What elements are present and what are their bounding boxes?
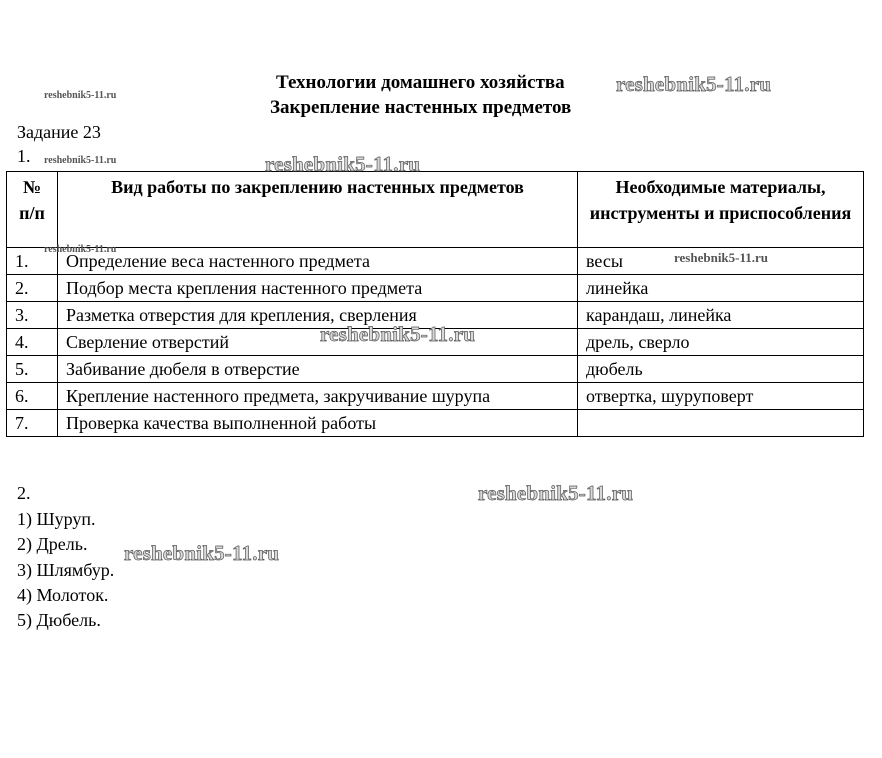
row-work: Подбор места крепления настенного предмета <box>58 275 578 302</box>
row-tools <box>578 410 864 437</box>
part1-label: 1. <box>17 146 31 166</box>
row-tools: карандаш, линейка <box>578 302 864 329</box>
watermark: reshebnik5-11.ru <box>265 152 421 176</box>
column-header-number: № п/п <box>7 172 58 248</box>
list-item: 3) Шлямбур. <box>17 560 115 580</box>
task-label: Задание 23 <box>17 122 101 142</box>
column-header-work: Вид работы по закреплению настенных предметов <box>58 172 578 248</box>
work-table <box>6 171 864 437</box>
watermark-small: reshebnik5-11.ru <box>674 250 769 265</box>
watermark: reshebnik5-11.ru <box>616 72 772 96</box>
row-tools: дюбель <box>578 356 864 383</box>
column-header-tools: Необходимые материалы, инструменты и приспособления <box>578 172 864 248</box>
watermark: reshebnik5-11.ru <box>320 322 476 346</box>
table-row <box>7 356 864 383</box>
watermark-small: reshebnik5-11.ru <box>44 244 117 255</box>
row-work: Проверка качества выполненной работы <box>58 410 578 437</box>
row-tools: дрель, сверло <box>578 329 864 356</box>
row-number: 7. <box>7 410 58 437</box>
watermark: reshebnik5-11.ru <box>478 481 634 505</box>
list-item: 1) Шуруп. <box>17 509 96 529</box>
part2-label: 2. <box>17 483 31 503</box>
watermark: reshebnik5-11.ru <box>124 541 280 565</box>
row-number: 4. <box>7 329 58 356</box>
watermark-small: reshebnik5-11.ru <box>44 90 117 101</box>
table-row <box>7 383 864 410</box>
list-item: 4) Молоток. <box>17 585 109 605</box>
table-row <box>7 275 864 302</box>
row-work: Сверление отверстий <box>58 329 578 356</box>
row-work: Крепление настенного предмета, закручивание шурупа <box>58 383 578 410</box>
row-number: 2. <box>7 275 58 302</box>
row-number: 3. <box>7 302 58 329</box>
row-work: Забивание дюбеля в отверстие <box>58 356 578 383</box>
row-number: 1. <box>7 248 58 275</box>
list-item: 2) Дрель. <box>17 534 88 554</box>
document-subtitle: Закрепление настенных предметов <box>270 97 572 118</box>
table-row <box>7 410 864 437</box>
row-tools: весы <box>578 248 864 275</box>
table-header-row <box>7 172 864 248</box>
row-work: Разметка отверстия для крепления, сверления <box>58 302 578 329</box>
row-work: Определение веса настенного предмета <box>58 248 578 275</box>
row-number: 6. <box>7 383 58 410</box>
list-item: 5) Дюбель. <box>17 610 101 630</box>
row-tools: линейка <box>578 275 864 302</box>
document-title: Технологии домашнего хозяйства <box>276 72 565 93</box>
row-tools: отвертка, шуруповерт <box>578 383 864 410</box>
watermark-small: reshebnik5-11.ru <box>44 155 117 166</box>
row-number: 5. <box>7 356 58 383</box>
